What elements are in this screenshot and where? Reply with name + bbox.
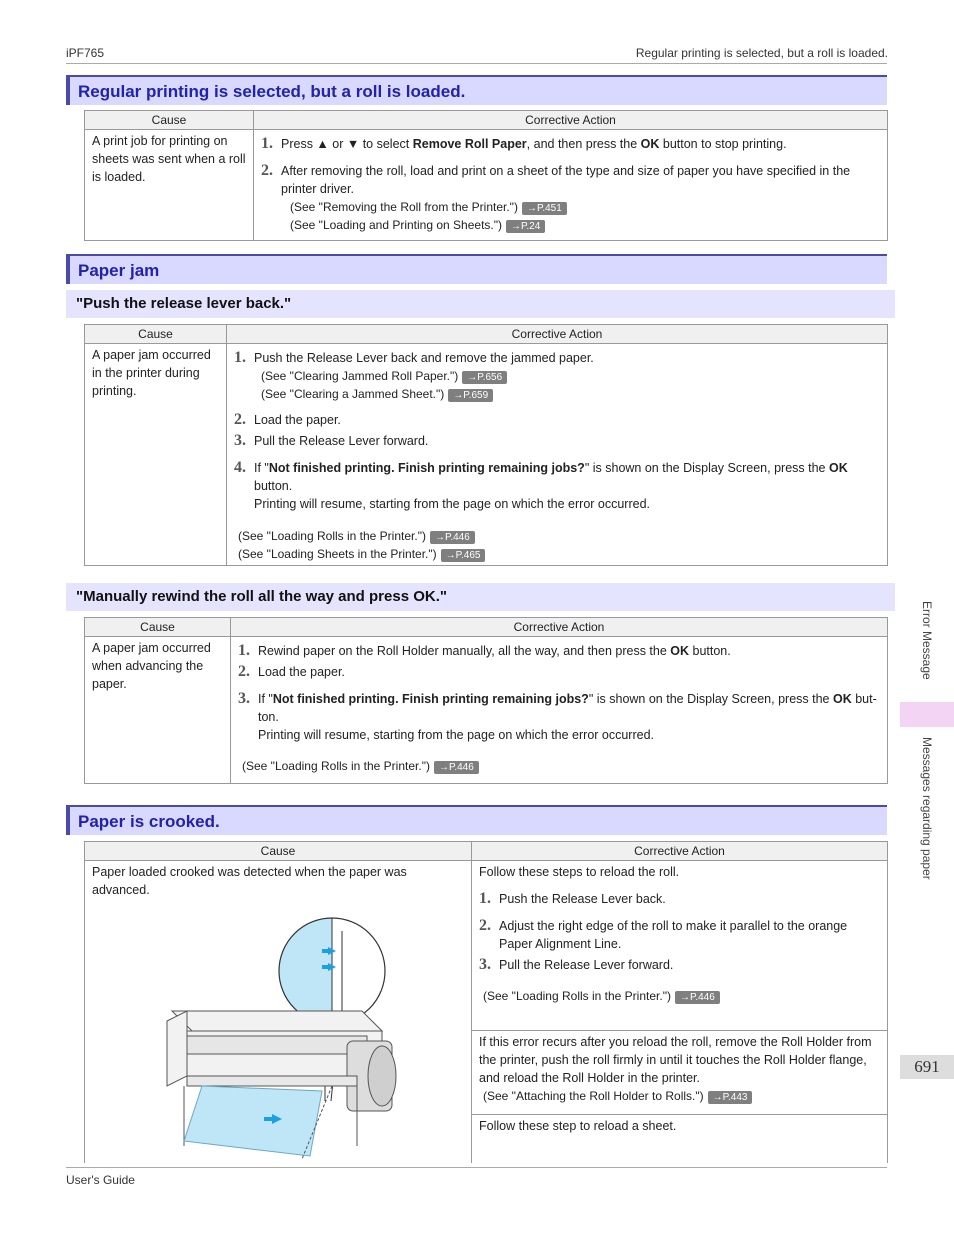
page-link[interactable]: →P.659 <box>448 389 493 402</box>
step-1: 1. Rewind paper on the Roll Holder manually, all the way, and then press the OK button. <box>238 642 731 659</box>
col-cause: Cause <box>85 111 254 130</box>
page-link[interactable]: →P.656 <box>462 371 507 384</box>
subsection-title-release-lever: "Push the release lever back." <box>66 290 895 318</box>
cross-reference: (See "Loading and Printing on Sheets.") →P.24 <box>290 216 880 234</box>
step-1: 1. Push the Release Lever back and remove the jammed paper. <box>234 349 594 366</box>
step-2: 2. Adjust the right edge of the roll to make it parallel to the orange Paper Alignment Line. <box>479 917 848 951</box>
header-running-title: Regular printing is selected, but a roll is loaded. <box>635 46 888 60</box>
cross-reference: (See "Removing the Roll from the Printer.") →P.451 <box>290 198 880 216</box>
recur-text: If this error recurs after you reload the roll, remove the Roll Holder from the printer, push the roll firmly in until it touches the Roll Holder flange, and reload the Roll Holder in the printer. <box>479 1034 872 1085</box>
table-release-lever <box>84 324 888 566</box>
action-cell-recur <box>472 1030 888 1114</box>
table-regular-printing <box>84 110 888 241</box>
page-link[interactable]: →P.443 <box>708 1091 753 1104</box>
step-1: 1. Push the Release Lever back. <box>479 890 666 907</box>
printer-illustration <box>92 901 464 1161</box>
action-cell-roll <box>472 861 888 1031</box>
col-action: Corrective Action <box>254 111 888 130</box>
page-link[interactable]: →P.465 <box>441 549 486 562</box>
step-2: 2. Load the paper. <box>238 663 345 680</box>
footer-text: User's Guide <box>66 1173 135 1187</box>
section-title-paper-jam: Paper jam <box>66 254 887 284</box>
step-number: 1. <box>261 135 273 152</box>
header-model: iPF765 <box>66 46 105 60</box>
step-number: 2. <box>261 162 273 179</box>
page-link[interactable]: →P.446 <box>675 991 720 1004</box>
step-2 <box>261 162 880 198</box>
cause-cell: A print job for printing on sheets was sent when a roll is loaded. <box>85 130 254 241</box>
step-2: 2. Load the paper. <box>234 411 341 428</box>
side-tab-messages-regarding-paper[interactable]: Messages regarding paper <box>920 737 934 880</box>
crooked-paper <box>184 1086 322 1156</box>
action-cell <box>227 344 888 566</box>
cause-cell: A paper jam occurred in the printer during printing. <box>85 344 227 566</box>
cause-text: Paper loaded crooked was detected when the paper was advanced. <box>92 865 407 897</box>
cause-cell: A paper jam occurred when advancing the paper. <box>85 637 231 784</box>
step-4: 4. If "Not finished printing. Finish printing remaining jobs?" is shown on the Display Screen, press the OK button. Printing will resume, starting from the page on which the error occurred. <box>234 459 848 511</box>
cross-reference: (See "Loading Rolls in the Printer.") →P.446 <box>238 527 880 545</box>
col-action: Corrective Action <box>227 325 888 344</box>
col-action: Corrective Action <box>231 618 888 637</box>
step-3: 3. Pull the Release Lever forward. <box>234 432 429 449</box>
page-link[interactable]: →P.446 <box>430 531 475 544</box>
table-manually-rewind <box>84 617 888 784</box>
step-text: After removing the roll, load and print on a sheet of the type and size of paper you have specified in the printer driver. <box>281 164 851 196</box>
page-link[interactable]: →P.446 <box>434 761 479 774</box>
page-link[interactable]: →P.451 <box>522 202 567 215</box>
header-divider <box>66 63 887 64</box>
col-cause: Cause <box>85 325 227 344</box>
col-cause: Cause <box>85 842 472 861</box>
action-cell <box>231 637 888 784</box>
intro-text: Follow these steps to reload the roll. <box>479 865 680 879</box>
action-cell <box>254 130 888 241</box>
cross-reference: (See "Loading Rolls in the Printer.") →P.446 <box>483 987 880 1005</box>
cross-reference: (See "Attaching the Roll Holder to Rolls.") →P.443 <box>483 1087 880 1105</box>
subsection-title-manually-rewind: "Manually rewind the roll all the way and press OK." <box>66 583 895 611</box>
table-paper-crooked <box>84 841 888 1163</box>
cross-reference: (See "Loading Rolls in the Printer.") →P.446 <box>242 757 880 775</box>
col-cause: Cause <box>85 618 231 637</box>
action-cell-sheet: Follow these step to reload a sheet. <box>472 1114 888 1163</box>
step-3: 3. If "Not finished printing. Finish printing remaining jobs?" is shown on the Display Screen, press the OK but- ton. Printing will resume, starting from the page on which the error occurred. <box>238 690 877 742</box>
col-action: Corrective Action <box>472 842 888 861</box>
step-3: 3. Pull the Release Lever forward. <box>479 956 674 973</box>
footer-divider <box>66 1167 887 1168</box>
cross-reference: (See "Clearing Jammed Roll Paper.") →P.656 <box>261 367 880 385</box>
section-title-paper-crooked: Paper is crooked. <box>66 805 887 835</box>
side-tab-error-message[interactable]: Error Message <box>920 601 934 680</box>
side-tab-marker <box>900 702 954 727</box>
section-title-regular-printing: Regular printing is selected, but a roll is loaded. <box>66 75 887 105</box>
step-text: Press ▲ or ▼ to select Remove Roll Paper, and then press the OK button to stop printing. <box>281 137 787 151</box>
cross-reference: (See "Clearing a Jammed Sheet.") →P.659 <box>261 385 880 403</box>
page-link[interactable]: →P.24 <box>506 220 545 233</box>
page-number: 691 <box>900 1055 954 1079</box>
step-1 <box>261 135 880 153</box>
cross-reference: (See "Loading Sheets in the Printer.") →P.465 <box>238 545 880 563</box>
cause-cell <box>85 861 472 1164</box>
